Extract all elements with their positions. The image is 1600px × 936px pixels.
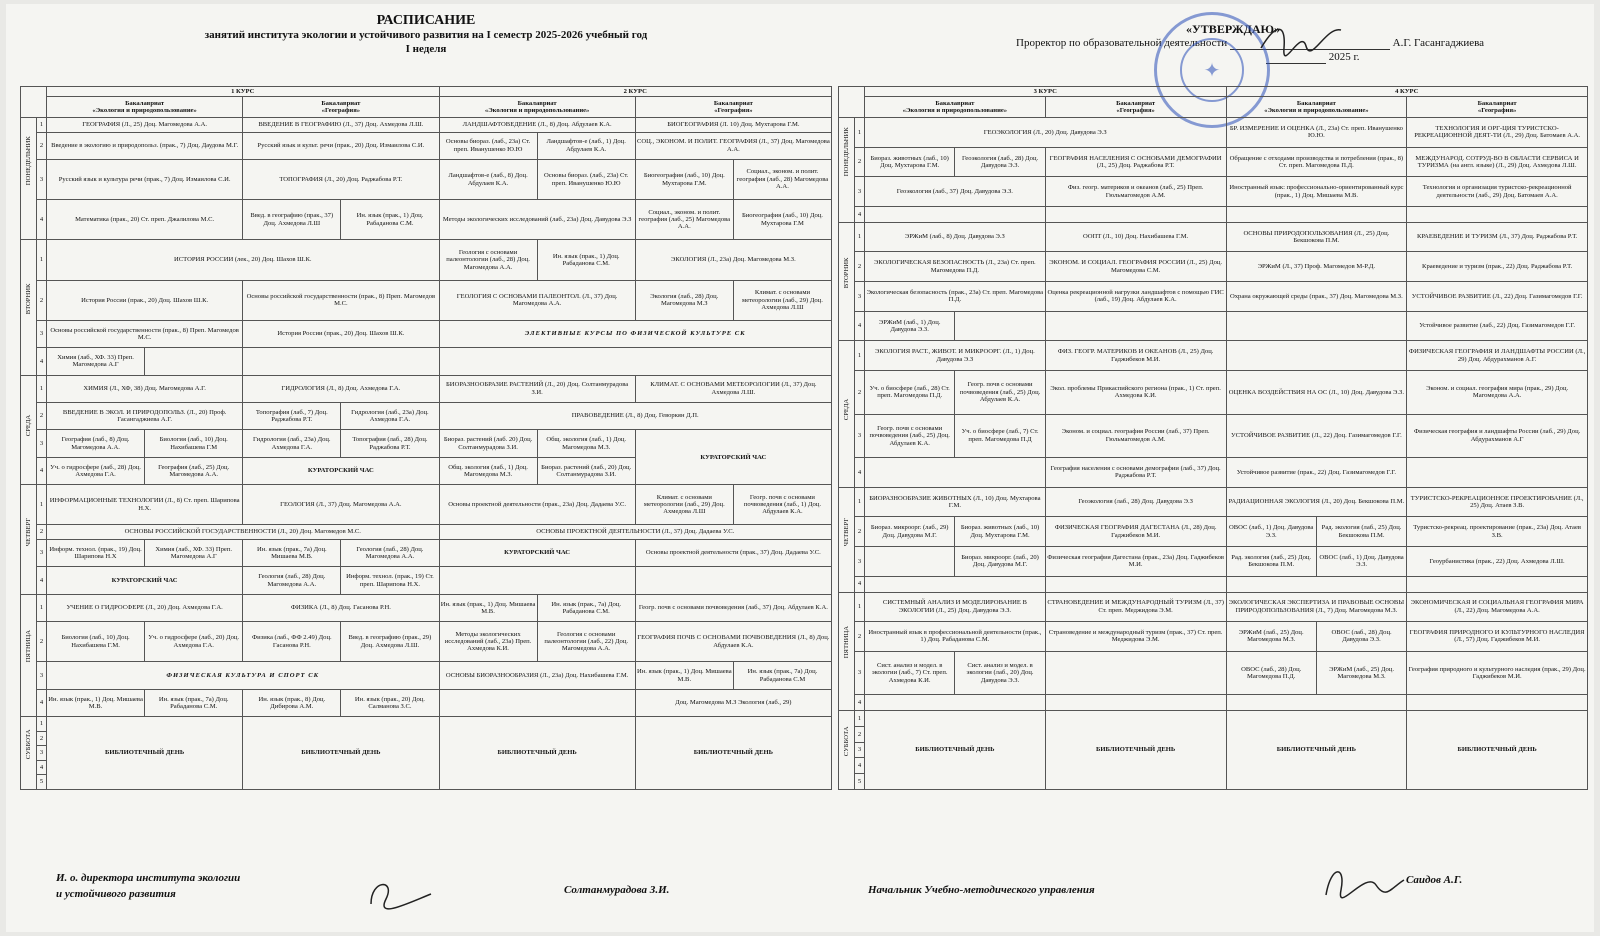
class-cell: ЭРЖиМ (лаб., 25) Доц. Магомедова М.З.	[1316, 651, 1406, 695]
class-cell: ИСТОРИЯ РОССИИ (лек., 20) Доц. Шахов Ш.К.	[47, 240, 440, 280]
class-cell: Информ. технол. (прак., 19) Ст. преп. Шарипова Н.Х.	[341, 567, 439, 594]
class-cell: Физическая география и ландшафты России (лаб., 29) Доц. Абдурахманов А.Г	[1407, 414, 1588, 458]
day-label: ПЯТНИЦА	[839, 592, 855, 711]
direction-header: Бакалавриат «География»	[243, 97, 439, 118]
class-cell: ГЕОГРАФИЯ ПОЧВ С ОСНОВАМИ ПОЧВОВЕДЕНИЯ (Л., 8) Доц. Абдулаев К.А.	[635, 622, 831, 662]
class-cell: Уч. о гидросфере (лаб., 20) Доц. Ахмедова Г.А.	[145, 622, 243, 662]
class-cell: Введ. в географию (прак., 29) Доц. Ахмедова Л.Ш.	[341, 622, 439, 662]
class-cell: Биораз. микроорг. (лаб., 29) Доц. Давудова М.Г.	[865, 517, 955, 547]
class-cell: ВВЕДЕНИЕ В ЭКОЛ. И ПРИРОДОПОЛЬЗ. (Л., 20) Проф. Гасангаджиева А.Г.	[47, 403, 243, 430]
class-cell: Сист. анализ и модел. в экологии (лаб., 20) Доц. Давудова Э.З.	[955, 651, 1045, 695]
day-label: СРЕДА	[839, 341, 855, 487]
class-cell: ОСНОВЫ РОССИЙСКОЙ ГОСУДАРСТВЕННОСТИ (Л., 20) Доц. Магомедов М.С.	[47, 525, 440, 540]
class-cell: Эконом. и социал. география России (лаб., 37) Преп. Гюльмагомедов А.М.	[1045, 414, 1226, 458]
class-cell: Математика (прак., 20) Ст. преп. Джалилова М.С.	[47, 200, 243, 240]
class-cell: УСТОЙЧИВОЕ РАЗВИТИЕ (Л., 22) Доц. Газимагомедов Г.Г.	[1407, 282, 1588, 312]
class-cell: ГЕОГРАФИЯ (Л., 25) Доц. Магомедова А.А.	[47, 118, 243, 133]
director-title: И. о. директора института экологии	[56, 872, 241, 884]
pe-banner: ФИЗИЧЕСКАЯ КУЛЬТУРА И СПОРТ СК	[47, 662, 440, 689]
class-cell: УСТОЙЧИВОЕ РАЗВИТИЕ (Л., 22) Доц. Газимагомедов Г.Г.	[1226, 414, 1407, 458]
class-cell: Геоэкология (лаб., 28) Доц. Давудова Э.З.	[955, 147, 1045, 177]
class-cell: Иностранный язык: профессионально-ориентированный курс (прак., 1) Доц. Мишаева М.В.	[1226, 177, 1407, 207]
class-cell: ЭРЖиМ (Л., 37) Проф. Магомедов М-Р.Д.	[1226, 252, 1407, 282]
class-cell: Гидрология (лаб., 23а) Доц. Ахмедова Г.А.	[341, 403, 439, 430]
kurs-header: 3 КУРС	[865, 87, 1227, 97]
class-cell: Экология (лаб., 28) Доц. Магомедова М.З	[635, 280, 733, 320]
direction-header: Бакалавриат «Экология и природопользование»	[439, 97, 635, 118]
class-cell: Методы экологических исследований (лаб., 23а) Доц. Давудова Э.З	[439, 200, 635, 240]
class-cell: ЭКОНОМИЧЕСКАЯ И СОЦИАЛЬНАЯ ГЕОГРАФИЯ МИРА (Л., 22) Доц. Магомедова А.А.	[1407, 592, 1588, 622]
class-cell: ОВОС (лаб., 1) Доц. Давудова Э.З.	[1226, 517, 1316, 547]
class-cell: Уч. о гидросфере (лаб., 28) Доц. Ахмедова Г.А.	[47, 457, 145, 484]
library-day: БИБЛИОТЕЧНЫЙ ДЕНЬ	[243, 717, 439, 790]
direction-header: Бакалавриат «География»	[1407, 97, 1588, 118]
class-cell: Ин. язык (прак., 7а) Доц. Рабаданова С.М	[733, 662, 831, 689]
class-cell: ФИЗИЧЕСКАЯ ГЕОГРАФИЯ ДАГЕСТАНА (Л., 28) Доц. Гаджибеков М.И.	[1045, 517, 1226, 547]
class-cell: Биораз. животных (лаб., 10) Доц. Мухтарова Г.М.	[865, 147, 955, 177]
schedule-sheet	[6, 4, 1594, 932]
class-cell: Основы проектной деятельности (прак., 37) Доц. Дадаева У.С.	[635, 539, 831, 566]
library-day: БИБЛИОТЕЧНЫЙ ДЕНЬ	[1407, 711, 1588, 790]
class-cell: Ин. язык (прак., 1) Доц. Мишаева М.В.	[439, 594, 537, 621]
class-cell: Ландшафтов-е (лаб., 1) Доц. Абдулаев К.А.	[537, 132, 635, 159]
class-cell: ГЕОГРАФИЯ НАСЕЛЕНИЯ С ОСНОВАМИ ДЕМОГРАФИИ (Л., 25) Доц. Раджабова Р.Т.	[1045, 147, 1226, 177]
class-cell: Общ. экология (лаб., 1) Доц. Магомедова М.З.	[537, 430, 635, 457]
class-cell: ЭРЖиМ (лаб., 8) Доц. Давудова Э.З	[865, 222, 1046, 252]
class-cell: География (лаб., 25) Доц. Магомедова А.А.	[145, 457, 243, 484]
class-cell: Биогеография (лаб., 10) Доц. Мухтарова Г.М	[733, 200, 831, 240]
class-cell: Доц. Магомедова М.З Экология (лаб., 29)	[635, 689, 831, 716]
director-signature	[366, 874, 436, 914]
class-cell: УЧЕНИЕ О ГИДРОСФЕРЕ (Л., 20) Доц. Ахмедова Г.А.	[47, 594, 243, 621]
class-cell: Геогр. почв с основами почвоведения (лаб., 25) Доц. Абдулаев К.А.	[955, 371, 1045, 415]
day-label: ВТОРНИК	[839, 222, 855, 341]
elective-pe-banner: ЭЛЕКТИВНЫЕ КУРСЫ ПО ФИЗИЧЕСКОЙ КУЛЬТУРЕ СК	[439, 320, 832, 347]
class-cell: Основы биораз. (лаб., 23а) Ст. преп. Иванушенко Ю.Ю	[537, 159, 635, 199]
kurs-header: 1 КУРС	[47, 87, 440, 97]
class-cell: Геоурбанистика (прак., 22) Доц. Ахмедова Л.Ш.	[1407, 547, 1588, 577]
day-label: ПОНЕДЕЛЬНИК	[21, 118, 37, 240]
class-cell: ФИЗИЧЕСКАЯ ГЕОГРАФИЯ И ЛАНДШАФТЫ РОССИИ (Л., 29) Доц. Абдурахманов А.Г.	[1407, 341, 1588, 371]
director-title-2: и устойчивого развития	[56, 888, 176, 900]
class-cell: Биология (лаб., 10) Доц. Нахибашева Г.М	[145, 430, 243, 457]
class-cell: ТОПОГРАФИЯ (Л., 20) Доц. Раджабова Р.Т.	[243, 159, 439, 199]
class-cell: ПРАВОВЕДЕНИЕ (Л., 8) Доц. Геворкян Д.П.	[439, 403, 832, 430]
class-cell: Ин. язык (прак., 1) Доц. Рабаданова С.М.	[341, 200, 439, 240]
class-cell: СОЦ., ЭКОНОМ. И ПОЛИТ. ГЕОГРАФИЯ (Л., 37) Доц. Магомедова А.А.	[635, 132, 831, 159]
class-cell: ЭКОЛОГИЯ РАСТ., ЖИВОТ. И МИКРООРГ. (Л., 1) Доц. Давудова Э.З	[865, 341, 1046, 371]
class-cell: ОЦЕНКА ВОЗДЕЙСТВИЯ НА ОС (Л., 10) Доц. Давудова Э.З.	[1226, 371, 1407, 415]
class-cell: ИНФОРМАЦИОННЫЕ ТЕХНОЛОГИИ (Л., 8) Ст. преп. Шарипова Н.Х.	[47, 485, 243, 525]
curator-hour: КУРАТОРСКИЙ ЧАС	[439, 539, 635, 566]
class-cell: Геогр. почв с основами почвоведения (лаб., 37) Доц. Абдулаев К.А.	[635, 594, 831, 621]
class-cell: Ландшафтов-е (лаб., 8) Доц. Абдулаев К.А.	[439, 159, 537, 199]
schedule-title: РАСПИСАНИЕ	[376, 13, 476, 28]
class-cell: Уч. о биосфере (лаб., 28) Ст. преп. Магомедова П.Д.	[865, 371, 955, 415]
class-cell: ГЕОЛОГИЯ (Л., 37) Доц. Магомедова А.А.	[243, 485, 439, 525]
class-cell: ЛАНДШАФТОВЕДЕНИЕ (Л., 8) Доц. Абдулаев К.А.	[439, 118, 635, 133]
class-cell: Охрана окружающей среды (прак., 37) Доц. Магомедова М.З.	[1226, 282, 1407, 312]
schedule-subtitle: занятий института экологии и устойчивого развития на I семестр 2025-2026 учебный год	[204, 29, 648, 41]
class-cell: ЭКОЛОГИЧЕСКАЯ БЕЗОПАСНОСТЬ (Л., 23а) Ст. преп. Магомедова П.Д.	[865, 252, 1046, 282]
class-cell: География населения с основами демографии (лаб., 37) Доц. Раджабова Р.Т.	[1045, 458, 1226, 488]
prorector-name: А.Г. Гасангаджиева	[1392, 37, 1485, 49]
library-day: БИБЛИОТЕЧНЫЙ ДЕНЬ	[47, 717, 243, 790]
class-cell: БИОРАЗНООБРАЗИЕ ЖИВОТНЫХ (Л., 10) Доц. Мухтарова Г.М.	[865, 487, 1046, 517]
class-cell: Физическая география Дагестана (прак., 23а) Доц. Гаджибеков М.И.	[1045, 547, 1226, 577]
class-cell: Основы биораз. (лаб., 23а) Ст. преп. Иванушенко Ю.Ю	[439, 132, 537, 159]
class-cell: Геогр. почв с основами почвоведения (лаб., 1) Доц. Абдулаев К.А.	[733, 485, 831, 525]
class-cell: Технология и организация туристско-рекреационной деятельности (лаб., 29) Доц. Батомаев А.А.	[1407, 177, 1588, 207]
class-cell: Гидрология (лаб., 23а) Доц. Ахмедова Г.А.	[243, 430, 341, 457]
library-day: БИБЛИОТЕЧНЫЙ ДЕНЬ	[439, 717, 635, 790]
class-cell: Оценка рекреационной нагрузки ландшафтов с помощью ГИС (лаб., 19) Доц. Абдулаев К.А.	[1045, 282, 1226, 312]
direction-header: Бакалавриат «Экология и природопользование»	[865, 97, 1046, 118]
class-cell: Биораз. животных (лаб., 10) Доц. Мухтарова Г.М.	[955, 517, 1045, 547]
class-cell: Геология (лаб., 28) Доц. Магомедова А.А.	[243, 567, 341, 594]
class-cell: Биораз. микроорг. (лаб., 20) Доц. Давудова М.Г.	[955, 547, 1045, 577]
schedule-table-right: 3 КУРС 4 КУРС Бакалавриат «Экология и природопользование» Бакалавриат «География» Бакалавриат «Экология и природопользование» Бакалавриат «География» ПОНЕДЕЛЬНИК 1 ГЕОЭКОЛОГИЯ (Л., 20) Доц. Давудова Э.З БР. ИЗМЕРЕНИЕ И ОЦЕНКА (Л., 23а) Ст. преп. Иванушенко Ю.Ю. ТЕХНОЛОГИЯ И ОРГ-ЦИЯ ТУРИСТСКО-РЕКРЕАЦИОННОЙ ДЕЯТ-ТИ (Л., 29) Доц. Батомаев А.А. 2 Биораз. животных (лаб., 10) Доц. Мухтарова Г.М. Геоэкология (лаб., 28) Доц. Давудова Э.З. ГЕОГРАФИЯ НАСЕЛЕНИЯ С ОСНОВАМИ ДЕМОГРАФИИ (Л., 25) Доц. Раджабова Р.Т. Обращение с отходами производства и потребления (прак., 8) Ст. преп. Магомедова П.Д. МЕЖДУНАРОД. СОТРУД-ВО В ОБЛАСТИ СЕРВИСА И ТУРИЗМА (на англ. языке) (Л., 29) Доц. Ахмедова Л.Ш. 3 Геоэкология (лаб., 37) Доц. Давудова Э.З. Физ. геогр. материков и океанов (лаб., 25) Преп. Гюльмагомедов А.М. Иностранный язык: профессионально-ориентированный курс (прак., 1) Доц. Мишаева М.В. Технология и организация туристско-рекреационной деятельности (лаб., 29) Доц. Батомаев А.А. 4 ВТОРНИК 1 ЭРЖиМ (лаб., 8) Доц. Давудова Э.З ООПТ (Л., 10) Доц. Нахибашева Г.М. ОСНОВЫ ПРИРОДОПОЛЬЗОВАНИЯ (Л., 25) Доц. Бекшокова П.М. КРАЕВЕДЕНИЕ И ТУРИЗМ (Л., 37) Доц. Раджабова Р.Т. 2 ЭКОЛОГИЧЕСКАЯ БЕЗОПАСНОСТЬ (Л., 23а) Ст. преп. Магомедова П.Д. ЭКОНОМ. И СОЦИАЛ. ГЕОГРАФИЯ РОССИИ (Л., 25) Доц. Магомедова С.М. ЭРЖиМ (Л., 37) Проф. Магомедов М-Р.Д. Краеведение и туризм (прак., 22) Доц. Раджабова Р.Т. 3 Экологическая безопасность (прак., 23а) Ст. преп. Магомедова П.Д. Оценка рекреационной нагрузки ландшафтов с помощью ГИС (лаб., 19) Доц. Абдулаев К.А. Охрана окружающей среды (прак., 37) Доц. Магомедова М.З. УСТОЙЧИВОЕ РАЗВИТИЕ (Л., 22) Доц. Газимагомедов Г.Г. 4 ЭРЖиМ (лаб., 1) Доц. Давудова Э.З. Устойчивое развитие (лаб., 22) Доц. Газимагомедов Г.Г. СРЕДА 1 ЭКОЛОГИЯ РАСТ., ЖИВОТ. И МИКРООРГ. (Л., 1) Доц. Давудова Э.З ФИЗ. ГЕОГР. МАТЕРИКОВ И ОКЕАНОВ (Л., 25) Доц. Гаджибеков М.И. ФИЗИЧЕСКАЯ ГЕОГРАФИЯ И ЛАНДШАФТЫ РОССИИ (Л., 29) Доц. Абдурахманов А.Г. 2 Уч. о биосфере (лаб., 28) Ст. преп. Магомедова П.Д. Геогр. почв с основами почвоведения (лаб., 25) Доц. Абдулаев К.А. Экол. проблемы Прикаспийского региона (прак., 1) Ст. преп. Ахмедова К.И. ОЦЕНКА ВОЗДЕЙСТВИЯ НА ОС (Л., 10) Доц. Давудова Э.З. Эконом. и социал. география мира (прак., 29) Доц. Магомедова А.А. 3 Геогр. почв с основами почвоведения (лаб., 25) Доц. Абдулаев К.А. Уч. о биосфере (лаб., 7) Ст. преп. Магомедова П.Д Эконом. и социал. география России (лаб., 37) Преп. Гюльмагомедов А.М. УСТОЙЧИВОЕ РАЗВИТИЕ (Л., 22) Доц. Газимагомедов Г.Г. Физическая география и ландшафты России (лаб., 29) Доц. Абдурахманов А.Г 4 География населения с основами демографии (лаб., 37) Доц. Раджабова Р.Т. Устойчивое развитие (прак., 22) Доц. Газимагомедов Г.Г. ЧЕТВЕРГ 1 БИОРАЗНООБРАЗИЕ ЖИВОТНЫХ (Л., 10) Доц. Мухтарова Г.М. Геоэкология (лаб., 28) Доц. Давудова Э.З РАДИАЦИОННАЯ ЭКОЛОГИЯ (Л., 20) Доц. Бекшокова П.М. ТУРИСТСКО-РЕКРЕАЦИОННОЕ ПРОЕКТИРОВАНИЕ (Л., 25) Доц. Атаев З.В. 2 Биораз. микроорг. (лаб., 29) Доц. Давудова М.Г. Биораз. животных (лаб., 10) Доц. Мухтарова Г.М. ФИЗИЧЕСКАЯ ГЕОГРАФИЯ ДАГЕСТАНА (Л., 28) Доц. Гаджибеков М.И. ОВОС (лаб., 1) Доц. Давудова Э.З. Рад. экология (лаб., 25) Доц. Бекшокова П.М. Туристско-рекреац. проектирование (прак., 23а) Доц. Атаев З.В. 3 Биораз. микроорг. (лаб., 20) Доц. Давудова М.Г. Физическая география Дагестана (прак., 23а) Доц. Гаджибеков М.И. Рад. экология (лаб., 25) Доц. Бекшокова П.М. ОВОС (лаб., 1) Доц. Давудова Э.З. Геоурбанистика (прак., 22) Доц. Ахмедова Л.Ш. 4 ПЯТНИЦА 1 СИСТЕМНЫЙ АНАЛИЗ И МОДЕЛИРОВАНИЕ В ЭКОЛОГИИ (Л., 25) Доц. Давудова Э.З. СТРАНОВЕДЕНИЕ И МЕЖДУНАРОДНЫЙ ТУРИЗМ (Л., 37) Ст. преп. Меджидова Э.М. ЭКОЛОГИЧЕСКАЯ ЭКСПЕРТИЗА И ПРАВОВЫЕ ОСНОВЫ ПРИРОДОПОЛЬЗОВАНИЯ (Л., 7) Доц. Магомедова М.З. ЭКОНОМИЧЕСКАЯ И СОЦИАЛЬНАЯ ГЕОГРАФИЯ МИРА (Л., 22) Доц. Магомедова А.А. 2 Иностранный язык в профессиональной деятельности (прак., 1) Доц. Рабаданова С.М. Страноведение и международный туризм (прак., 37) Ст. преп. Меджидова Э.М. ЭРЖиМ (лаб., 25) Доц. Магомедова М.З. ОВОС (лаб., 28) Доц. Давудова Э.З. ГЕОГРАФИЯ ПРИРОДНОГО И КУЛЬТУРНОГО НАСЛЕДИЯ (Л., 57) Доц. Гаджибеков М.И. 3 Сист. анализ и модел. в экологии (лаб., 7) Ст. преп. Ахмедова К.И. Сист. анализ и модел. в экологии (лаб., 20) Доц. Давудова Э.З. ОВОС (лаб., 28) Доц. Магомедова П.Д. ЭРЖиМ (лаб., 25) Доц. Магомедова М.З. География природного и культурного наследия (прак., 29) Доц. Гаджибеков М.И. 4 СУББОТА 1 БИБЛИОТЕЧНЫЙ ДЕНЬ БИБЛИОТЕЧНЫЙ ДЕНЬ БИБЛИОТЕЧНЫЙ ДЕНЬ БИБЛИОТЕЧНЫЙ ДЕНЬ 2 3 4 5	[838, 86, 1588, 790]
class-cell: История России (прак., 20) Доц. Шахов Ш.К.	[243, 320, 439, 347]
head-signature	[1316, 860, 1406, 904]
class-cell: Биораз. растений (лаб., 20) Доц. Солтанмурадова З.И.	[537, 457, 635, 484]
class-cell: ВВЕДЕНИЕ В ГЕОГРАФИЮ (Л., 37) Доц. Ахмедова Л.Ш.	[243, 118, 439, 133]
head-title: Начальник Учебно-методического управления	[868, 884, 1095, 896]
class-cell: Информ. технол. (прак., 19) Доц. Шарипова Н.Х	[47, 539, 145, 566]
class-cell: Методы экологических исследований (лаб., 23а) Преп. Ахмедова К.И.	[439, 622, 537, 662]
direction-header: Бакалавриат «География»	[1045, 97, 1226, 118]
class-cell: Климат. с основами метеорологии (лаб., 29) Доц. Ахмедова Л.Ш	[635, 485, 733, 525]
class-cell: Обращение с отходами производства и потребления (прак., 8) Ст. преп. Магомедова П.Д.	[1226, 147, 1407, 177]
class-cell: Социал., эконом. и полит. география (лаб., 25) Магомедова А.А.	[635, 200, 733, 240]
class-cell: Геология с основами палеонтологии (лаб., 22) Доц. Магомедова А.А.	[537, 622, 635, 662]
schedule-header	[166, 14, 686, 56]
class-cell: Устойчивое развитие (лаб., 22) Доц. Газимагомедов Г.Г.	[1407, 311, 1588, 341]
class-cell: БР. ИЗМЕРЕНИЕ И ОЦЕНКА (Л., 23а) Ст. преп. Иванушенко Ю.Ю.	[1226, 118, 1407, 148]
class-cell: Ин. язык (прак., 20) Доц. Салманова З.С.	[341, 689, 439, 716]
library-day: БИБЛИОТЕЧНЫЙ ДЕНЬ	[865, 711, 1046, 790]
class-cell: ЭКОЛОГИЧЕСКАЯ ЭКСПЕРТИЗА И ПРАВОВЫЕ ОСНОВЫ ПРИРОДОПОЛЬЗОВАНИЯ (Л., 7) Доц. Магомедова М.З.	[1226, 592, 1407, 622]
class-cell: ОСНОВЫ ПРИРОДОПОЛЬЗОВАНИЯ (Л., 25) Доц. Бекшокова П.М.	[1226, 222, 1407, 252]
class-cell: Экологическая безопасность (прак., 23а) Ст. преп. Магомедова П.Д.	[865, 282, 1046, 312]
day-label: СУББОТА	[839, 711, 855, 790]
class-cell: ОСНОВЫ ПРОЕКТНОЙ ДЕЯТЕЛЬНОСТИ (Л., 37) Доц. Дадаева У.С.	[439, 525, 832, 540]
class-cell: Иностранный язык в профессиональной деятельности (прак., 1) Доц. Рабаданова С.М.	[865, 622, 1046, 652]
class-cell: ЭРЖиМ (лаб., 1) Доц. Давудова Э.З.	[865, 311, 955, 341]
class-cell: ТЕХНОЛОГИЯ И ОРГ-ЦИЯ ТУРИСТСКО-РЕКРЕАЦИОННОЙ ДЕЯТ-ТИ (Л., 29) Доц. Батомаев А.А.	[1407, 118, 1588, 148]
curator-hour: КУРАТОРСКИЙ ЧАС	[243, 457, 439, 484]
class-cell: Сист. анализ и модел. в экологии (лаб., 7) Ст. преп. Ахмедова К.И.	[865, 651, 955, 695]
right-panel-courses-3-4	[838, 86, 1588, 790]
class-cell: Русский язык и культура речи (прак., 7) Доц. Измаилова С.И.	[47, 159, 243, 199]
approval-year: 2025 г.	[1328, 51, 1360, 63]
prorector-label: Проректор по образовательной деятельности	[1016, 37, 1228, 49]
class-cell: Геогр. почв с основами почвоведения (лаб., 25) Доц. Абдулаев К.А.	[865, 414, 955, 458]
class-cell: ООПТ (Л., 10) Доц. Нахибашева Г.М.	[1045, 222, 1226, 252]
class-cell: Геоэкология (лаб., 37) Доц. Давудова Э.З.	[865, 177, 1046, 207]
class-cell: Биология (лаб., 10) Доц. Нахибашева Г.М.	[47, 622, 145, 662]
class-cell: СТРАНОВЕДЕНИЕ И МЕЖДУНАРОДНЫЙ ТУРИЗМ (Л., 37) Ст. преп. Меджидова Э.М.	[1045, 592, 1226, 622]
class-cell: Ин. язык (прак., 1) Доц. Мишаева М.В.	[47, 689, 145, 716]
class-cell: Топография (лаб., 7) Доц. Раджабова Р.Т.	[243, 403, 341, 430]
class-cell: Эконом. и социал. география мира (прак., 29) Доц. Магомедова А.А.	[1407, 371, 1588, 415]
class-cell: Химия (лаб., ХФ. 33) Преп. Магомедова А.Г	[47, 348, 145, 375]
class-cell: ХИМИЯ (Л., ХФ, 38) Доц. Магомедова А.Г.	[47, 375, 243, 402]
direction-header: Бакалавриат «География»	[635, 97, 831, 118]
class-cell: ТУРИСТСКО-РЕКРЕАЦИОННОЕ ПРОЕКТИРОВАНИЕ (Л., 25) Доц. Атаев З.В.	[1407, 487, 1588, 517]
day-label: СУББОТА	[21, 717, 37, 790]
class-cell: Введение в экологию и природопольз. (прак., 7) Доц. Даудова М.Г.	[47, 132, 243, 159]
kurs-header: 4 КУРС	[1226, 87, 1588, 97]
class-cell: СИСТЕМНЫЙ АНАЛИЗ И МОДЕЛИРОВАНИЕ В ЭКОЛОГИИ (Л., 25) Доц. Давудова Э.З.	[865, 592, 1046, 622]
director-name: Солтанмурадова З.И.	[564, 884, 670, 896]
kurs-header: 2 КУРС	[439, 87, 832, 97]
class-cell: Физика (лаб., ФФ 2.49) Доц. Гасанова Р.Н.	[243, 622, 341, 662]
class-cell: Ин. язык (прак., 7а) Доц. Рабаданова С.М.	[145, 689, 243, 716]
class-cell: Основы проектной деятельности (прак., 23а) Доц. Дадаева У.С.	[439, 485, 635, 525]
library-day: БИБЛИОТЕЧНЫЙ ДЕНЬ	[1045, 711, 1226, 790]
class-cell: Социал., эконом. и полит. география (лаб., 28) Магомедова А.А.	[733, 159, 831, 199]
class-cell: Геология с основами палеонтологии (лаб., 28) Доц. Магомедова А.А.	[439, 240, 537, 280]
class-cell: Краеведение и туризм (прак., 22) Доц. Раджабова Р.Т.	[1407, 252, 1588, 282]
class-cell: Уч. о биосфере (лаб., 7) Ст. преп. Магомедова П.Д	[955, 414, 1045, 458]
class-cell: Рад. экология (лаб., 25) Доц. Бекшокова П.М.	[1316, 517, 1406, 547]
class-cell: ГИДРОЛОГИЯ (Л., 8) Доц. Ахмедова Г.А.	[243, 375, 439, 402]
class-cell: Топография (лаб., 28) Доц. Раджабова Р.Т.	[341, 430, 439, 457]
direction-header: Бакалавриат «Экология и природопользование»	[47, 97, 243, 118]
day-label: ПЯТНИЦА	[21, 594, 37, 716]
class-cell: ФИЗИКА (Л., 8) Доц. Гасанова Р.Н.	[243, 594, 439, 621]
approve-label: «УТВЕРЖДАЮ»	[1186, 22, 1281, 36]
class-cell: ОВОС (лаб., 28) Доц. Давудова Э.З.	[1316, 622, 1406, 652]
class-cell: Ин. язык (прак., 7а) Доц. Мишаева М.В.	[243, 539, 341, 566]
class-cell: ОВОС (лаб., 28) Доц. Магомедова П.Д.	[1226, 651, 1316, 695]
class-cell: Геология (лаб., 28) Доц. Магомедова А.А.	[341, 539, 439, 566]
class-cell: Экол. проблемы Прикаспийского региона (прак., 1) Ст. преп. Ахмедова К.И.	[1045, 371, 1226, 415]
class-cell: ОВОС (лаб., 1) Доц. Давудова Э.З.	[1316, 547, 1406, 577]
class-cell: ГЕОГРАФИЯ ПРИРОДНОГО И КУЛЬТУРНОГО НАСЛЕДИЯ (Л., 57) Доц. Гаджибеков М.И.	[1407, 622, 1588, 652]
day-label: ПОНЕДЕЛЬНИК	[839, 118, 855, 223]
prorector-signature	[1256, 18, 1346, 58]
class-cell: Ин. язык (прак., 8) Доц. Дибирова А.М.	[243, 689, 341, 716]
class-cell: Химия (лаб., ХФ. 33) Преп. Магомедова А.Г	[145, 539, 243, 566]
class-cell: КРАЕВЕДЕНИЕ И ТУРИЗМ (Л., 37) Доц. Раджабова Р.Т.	[1407, 222, 1588, 252]
class-cell: ЭКОНОМ. И СОЦИАЛ. ГЕОГРАФИЯ РОССИИ (Л., 25) Доц. Магомедова С.М.	[1045, 252, 1226, 282]
class-cell: Устойчивое развитие (прак., 22) Доц. Газимагомедов Г.Г.	[1226, 458, 1407, 488]
curator-hour: КУРАТОРСКИЙ ЧАС	[47, 567, 243, 594]
day-label: ВТОРНИК	[21, 240, 37, 375]
class-cell: БИОРАЗНООБРАЗИЕ РАСТЕНИЙ (Л., 20) Доц. Солтанмурадова З.И.	[439, 375, 635, 402]
footer-director	[56, 870, 240, 902]
library-day: БИБЛИОТЕЧНЫЙ ДЕНЬ	[635, 717, 831, 790]
class-cell: Введ. в географию (прак., 37) Доц. Ахмедова Л.Ш	[243, 200, 341, 240]
class-cell: Русский язык и культ. речи (прак., 20) Доц. Измаилова С.И.	[243, 132, 439, 159]
head-name: Саидов А.Г.	[1406, 874, 1463, 886]
class-cell: Ин. язык (прак., 7а) Доц. Рабаданова С.М.	[537, 594, 635, 621]
class-cell: Основы российской государственности (прак., 8) Преп. Магомедов М.С.	[47, 320, 243, 347]
day-label: ЧЕТВЕРГ	[21, 485, 37, 595]
class-cell: БИОГЕОГРАФИЯ (Л. 10) Доц. Мухтарова Г.М.	[635, 118, 831, 133]
class-cell: Туристско-рекреац. проектирование (прак., 23а) Доц. Атаев З.В.	[1407, 517, 1588, 547]
class-cell: Биогеография (лаб., 10) Доц. Мухтарова Г.М.	[635, 159, 733, 199]
class-cell: Основы российской государственности (прак., 8) Преп. Магомедов М.С.	[243, 280, 439, 320]
schedule-table-left: 1 КУРС 2 КУРС Бакалавриат «Экология и природопользование» Бакалавриат «География» Бакалавриат «Экология и природопользование» Бакалавриат «География» ПОНЕДЕЛЬНИК 1 ГЕОГРАФИЯ (Л., 25) Доц. Магомедова А.А. ВВЕДЕНИЕ В ГЕОГРАФИЮ (Л., 37) Доц. Ахмедова Л.Ш. ЛАНДШАФТОВЕДЕНИЕ (Л., 8) Доц. Абдулаев К.А. БИОГЕОГРАФИЯ (Л. 10) Доц. Мухтарова Г.М. 2 Введение в экологию и природопольз. (прак., 7) Доц. Даудова М.Г. Русский язык и культ. речи (прак., 20) Доц. Измаилова С.И. Основы биораз. (лаб., 23а) Ст. преп. Иванушенко Ю.Ю Ландшафтов-е (лаб., 1) Доц. Абдулаев К.А. СОЦ., ЭКОНОМ. И ПОЛИТ. ГЕОГРАФИЯ (Л., 37) Доц. Магомедова А.А. 3 Русский язык и культура речи (прак., 7) Доц. Измаилова С.И. ТОПОГРАФИЯ (Л., 20) Доц. Раджабова Р.Т. Ландшафтов-е (лаб., 8) Доц. Абдулаев К.А. Основы биораз. (лаб., 23а) Ст. преп. Иванушенко Ю.Ю Биогеография (лаб., 10) Доц. Мухтарова Г.М. Социал., эконом. и полит. география (лаб., 28) Магомедова А.А. 4 Математика (прак., 20) Ст. преп. Джалилова М.С. Введ. в географию (прак., 37) Доц. Ахмедова Л.Ш Ин. язык (прак., 1) Доц. Рабаданова С.М. Методы экологических исследований (лаб., 23а) Доц. Давудова Э.З Социал., эконом. и полит. география (лаб., 25) Магомедова А.А. Биогеография (лаб., 10) Доц. Мухтарова Г.М ВТОРНИК 1 ИСТОРИЯ РОССИИ (лек., 20) Доц. Шахов Ш.К. Геология с основами палеонтологии (лаб., 28) Доц. Магомедова А.А. Ин. язык (прак., 1) Доц. Рабаданова С.М. ЭКОЛОГИЯ (Л., 23а) Доц. Магомедова М.З. 2 История России (прак., 20) Доц. Шахов Ш.К. Основы российской государственности (прак., 8) Преп. Магомедов М.С. ГЕОЛОГИЯ С ОСНОВАМИ ПАЛЕОНТОЛ. (Л., 37) Доц. Магомедова А.А. Экология (лаб., 28) Доц. Магомедова М.З Климат. с основами метеорологии (лаб., 29) Доц. Ахмедова Л.Ш 3 Основы российской государственности (прак., 8) Преп. Магомедов М.С. История России (прак., 20) Доц. Шахов Ш.К. ЭЛЕКТИВНЫЕ КУРСЫ ПО ФИЗИЧЕСКОЙ КУЛЬТУРЕ СК 4 Химия (лаб., ХФ. 33) Преп. Магомедова А.Г СРЕДА 1 ХИМИЯ (Л., ХФ, 38) Доц. Магомедова А.Г. ГИДРОЛОГИЯ (Л., 8) Доц. Ахмедова Г.А. БИОРАЗНООБРАЗИЕ РАСТЕНИЙ (Л., 20) Доц. Солтанмурадова З.И. КЛИМАТ. С ОСНОВАМИ МЕТЕОРОЛОГИИ (Л., 37) Доц. Ахмедова Л.Ш. 2 ВВЕДЕНИЕ В ЭКОЛ. И ПРИРОДОПОЛЬЗ. (Л., 20) Проф. Гасангаджиева А.Г. Топография (лаб., 7) Доц. Раджабова Р.Т. Гидрология (лаб., 23а) Доц. Ахмедова Г.А. ПРАВОВЕДЕНИЕ (Л., 8) Доц. Геворкян Д.П. 3 География (лаб., 8) Доц. Магомедова А.А. Биология (лаб., 10) Доц. Нахибашева Г.М Гидрология (лаб., 23а) Доц. Ахмедова Г.А. Топография (лаб., 28) Доц. Раджабова Р.Т. Биораз. растений (лаб. 20) Доц. Солтанмурадова З.И. Общ. экология (лаб., 1) Доц. Магомедова М.З. КУРАТОРСКИЙ ЧАС 4 Уч. о гидросфере (лаб., 28) Доц. Ахмедова Г.А. География (лаб., 25) Доц. Магомедова А.А. КУРАТОРСКИЙ ЧАС Общ. экология (лаб., 1) Доц. Магомедова М.З. Биораз. растений (лаб., 20) Доц. Солтанмурадова З.И. ЧЕТВЕРГ 1 ИНФОРМАЦИОННЫЕ ТЕХНОЛОГИИ (Л., 8) Ст. преп. Шарипова Н.Х. ГЕОЛОГИЯ (Л., 37) Доц. Магомедова А.А. Основы проектной деятельности (прак., 23а) Доц. Дадаева У.С. Климат. с основами метеорологии (лаб., 29) Доц. Ахмедова Л.Ш Геогр. почв с основами почвоведения (лаб., 1) Доц. Абдулаев К.А. 2 ОСНОВЫ РОССИЙСКОЙ ГОСУДАРСТВЕННОСТИ (Л., 20) Доц. Магомедов М.С. ОСНОВЫ ПРОЕКТНОЙ ДЕЯТЕЛЬНОСТИ (Л., 37) Доц. Дадаева У.С. 3 Информ. технол. (прак., 19) Доц. Шарипова Н.Х Химия (лаб., ХФ. 33) Преп. Магомедова А.Г Ин. язык (прак., 7а) Доц. Мишаева М.В. Геология (лаб., 28) Доц. Магомедова А.А. КУРАТОРСКИЙ ЧАС Основы проектной деятельности (прак., 37) Доц. Дадаева У.С. 4 КУРАТОРСКИЙ ЧАС Геология (лаб., 28) Доц. Магомедова А.А. Информ. технол. (прак., 19) Ст. преп. Шарипова Н.Х. ПЯТНИЦА 1 УЧЕНИЕ О ГИДРОСФЕРЕ (Л., 20) Доц. Ахмедова Г.А. ФИЗИКА (Л., 8) Доц. Гасанова Р.Н. Ин. язык (прак., 1) Доц. Мишаева М.В. Ин. язык (прак., 7а) Доц. Рабаданова С.М. Геогр. почв с основами почвоведения (лаб., 37) Доц. Абдулаев К.А. 2 Биология (лаб., 10) Доц. Нахибашева Г.М. Уч. о гидросфере (лаб., 20) Доц. Ахмедова Г.А. Физика (лаб., ФФ 2.49) Доц. Гасанова Р.Н. Введ. в географию (прак., 29) Доц. Ахмедова Л.Ш. Методы экологических исследований (лаб., 23а) Преп. Ахмедова К.И. Геология с основами палеонтологии (лаб., 22) Доц. Магомедова А.А. ГЕОГРАФИЯ ПОЧВ С ОСНОВАМИ ПОЧВОВЕДЕНИЯ (Л., 8) Доц. Абдулаев К.А. 3 ФИЗИЧЕСКАЯ КУЛЬТУРА И СПОРТ СК ОСНОВЫ БИОРАЗНООБРАЗИЯ (Л., 23а) Доц. Нахибашева Г.М. Ин. язык (прак., 1) Доц. Мишаева М.В. Ин. язык (прак., 7а) Доц. Рабаданова С.М 4 Ин. язык (прак., 1) Доц. Мишаева М.В. Ин. язык (прак., 7а) Доц. Рабаданова С.М. Ин. язык (прак., 8) Доц. Дибирова А.М. Ин. язык (прак., 20) Доц. Салманова З.С. Доц. Магомедова М.З Экология (лаб., 29) СУББОТА 1 БИБЛИОТЕЧНЫЙ ДЕНЬ БИБЛИОТЕЧНЫЙ ДЕНЬ БИБЛИОТЕЧНЫЙ ДЕНЬ БИБЛИОТЕЧНЫЙ ДЕНЬ 2 3 4 5	[20, 86, 832, 790]
class-cell: ФИЗ. ГЕОГР. МАТЕРИКОВ И ОКЕАНОВ (Л., 25) Доц. Гаджибеков М.И.	[1045, 341, 1226, 371]
class-cell: Климат. с основами метеорологии (лаб., 29) Доц. Ахмедова Л.Ш	[733, 280, 831, 320]
class-cell: Ин. язык (прак., 1) Доц. Рабаданова С.М.	[537, 240, 635, 280]
class-cell: Биораз. растений (лаб. 20) Доц. Солтанмурадова З.И.	[439, 430, 537, 457]
corner-cell	[21, 87, 47, 118]
class-cell: География природного и культурного наследия (прак., 29) Доц. Гаджибеков М.И.	[1407, 651, 1588, 695]
class-cell: Рад. экология (лаб., 25) Доц. Бекшокова П.М.	[1226, 547, 1316, 577]
class-cell: Общ. экология (лаб., 1) Доц. Магомедова М.З.	[439, 457, 537, 484]
class-cell: География (лаб., 8) Доц. Магомедова А.А.	[47, 430, 145, 457]
class-cell: ЭРЖиМ (лаб., 25) Доц. Магомедова М.З.	[1226, 622, 1316, 652]
class-cell: ГЕОЛОГИЯ С ОСНОВАМИ ПАЛЕОНТОЛ. (Л., 37) Доц. Магомедова А.А.	[439, 280, 635, 320]
eagle-emblem-icon: ✦	[1180, 38, 1244, 102]
class-cell: МЕЖДУНАРОД. СОТРУД-ВО В ОБЛАСТИ СЕРВИСА И ТУРИЗМА (на англ. языке) (Л., 29) Доц. Ахмедова Л.Ш.	[1407, 147, 1588, 177]
curator-hour: КУРАТОРСКИЙ ЧАС	[635, 430, 831, 485]
direction-header: Бакалавриат «Экология и природопользование»	[1226, 97, 1407, 118]
day-label: ЧЕТВЕРГ	[839, 487, 855, 592]
class-cell: История России (прак., 20) Доц. Шахов Ш.К.	[47, 280, 243, 320]
class-cell: Геоэкология (лаб., 28) Доц. Давудова Э.З	[1045, 487, 1226, 517]
class-cell: РАДИАЦИОННАЯ ЭКОЛОГИЯ (Л., 20) Доц. Бекшокова П.М.	[1226, 487, 1407, 517]
class-cell: КЛИМАТ. С ОСНОВАМИ МЕТЕОРОЛОГИИ (Л., 37) Доц. Ахмедова Л.Ш.	[635, 375, 831, 402]
class-cell: ОСНОВЫ БИОРАЗНООБРАЗИЯ (Л., 23а) Доц. Нахибашева Г.М.	[439, 662, 635, 689]
class-cell: Физ. геогр. материков и океанов (лаб., 25) Преп. Гюльмагомедов А.М.	[1045, 177, 1226, 207]
class-cell: Ин. язык (прак., 1) Доц. Мишаева М.В.	[635, 662, 733, 689]
class-cell: Страноведение и международный туризм (прак., 37) Ст. преп. Меджидова Э.М.	[1045, 622, 1226, 652]
day-label: СРЕДА	[21, 375, 37, 485]
library-day: БИБЛИОТЕЧНЫЙ ДЕНЬ	[1226, 711, 1407, 790]
left-panel-courses-1-2	[20, 86, 832, 790]
class-cell: ГЕОЭКОЛОГИЯ (Л., 20) Доц. Давудова Э.З	[865, 118, 1227, 148]
class-cell: ЭКОЛОГИЯ (Л., 23а) Доц. Магомедова М.З.	[635, 240, 831, 280]
schedule-week: I неделя	[405, 43, 447, 55]
